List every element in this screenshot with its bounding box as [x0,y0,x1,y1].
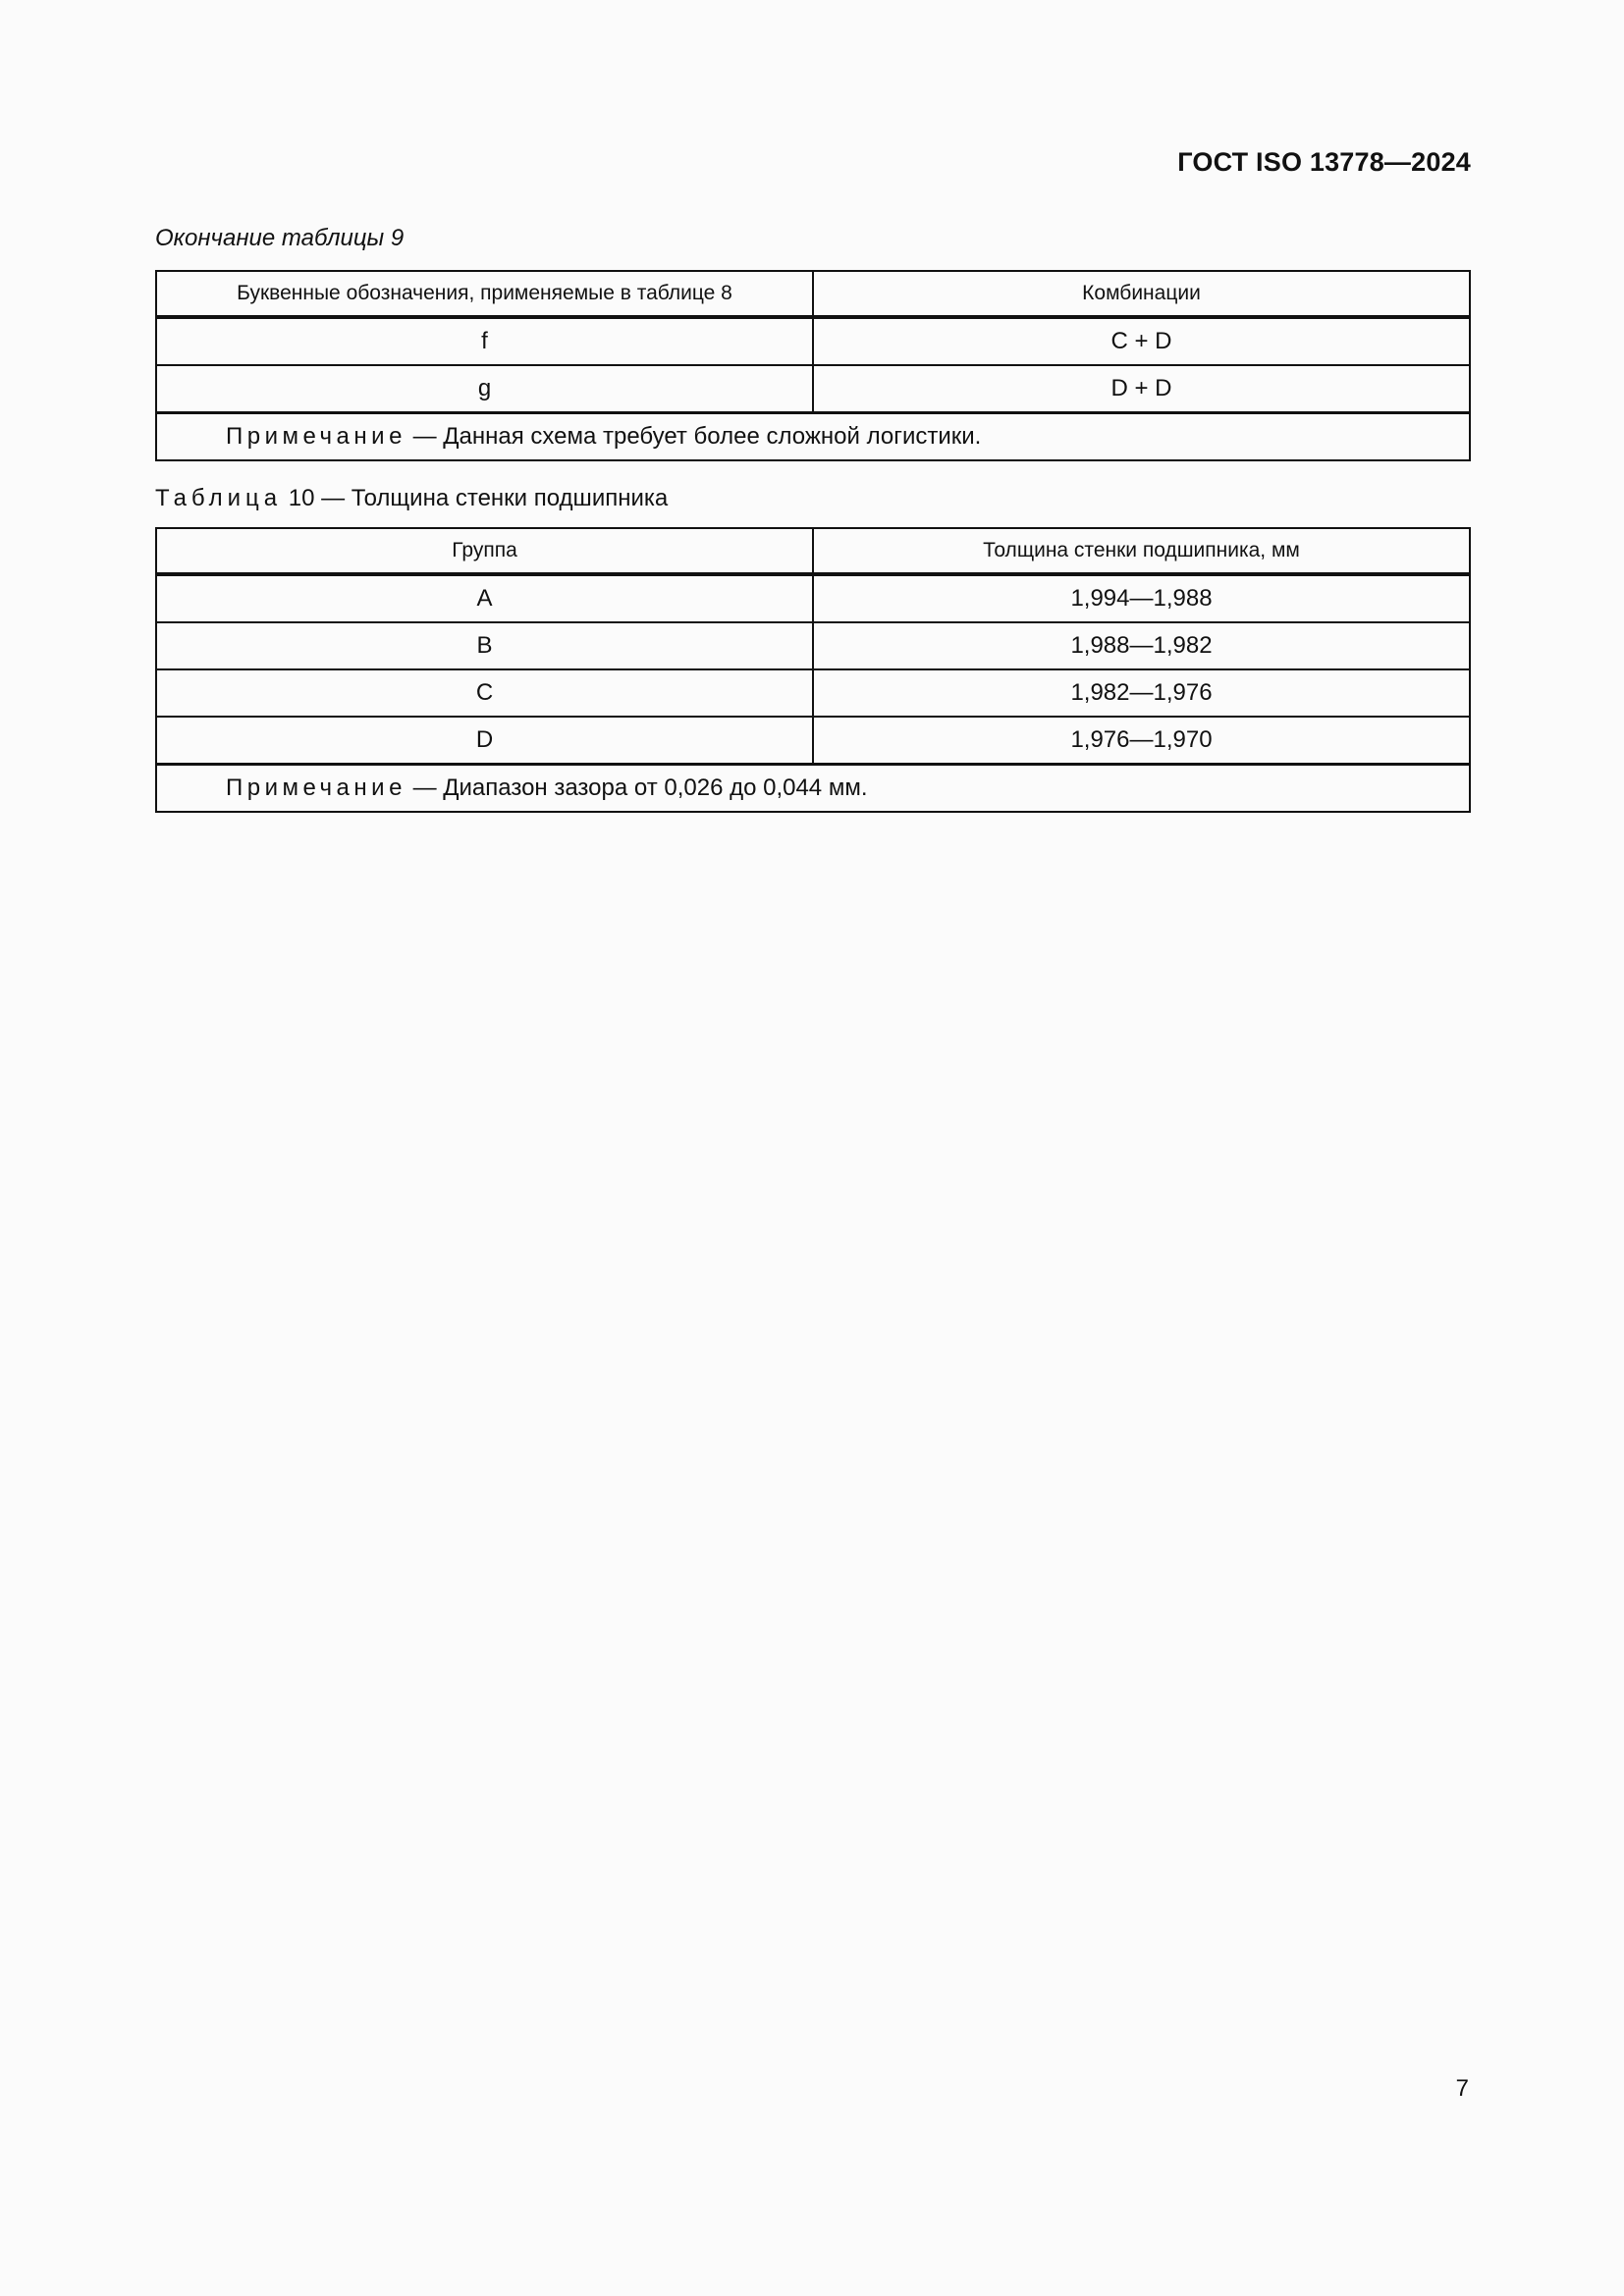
table10-note [156,765,1470,813]
table9-header-combinations: Комбинации [813,271,1470,317]
table9-continuation-caption: Окончание таблицы 9 [155,225,405,251]
table9-note [156,413,1470,461]
table9-note-row [156,413,1470,461]
table-row [156,317,1470,365]
table-row [156,717,1470,765]
table9-cell-letter: g [156,365,813,413]
table9-cell-combination: D + D [813,365,1470,413]
table9-header-row [156,271,1470,317]
document-standard-header: ГОСТ ISO 13778—2024 [1177,147,1471,177]
table9-note-label: Примечание [226,423,406,450]
table-row [156,365,1470,413]
table9-cell-combination: C + D [813,317,1470,365]
table-10 [155,527,1471,813]
table10-header-group: Группа [156,528,813,574]
table10-cell-group: C [156,669,813,717]
table10-caption [155,485,668,512]
table10-note-row [156,765,1470,813]
table10-cell-thickness: 1,988—1,982 [813,622,1470,669]
table9-header-letters: Буквенные обозначения, применяемые в таблице 8 [156,271,813,317]
table-row [156,669,1470,717]
table10-caption-label: Таблица [155,485,283,511]
table-row [156,622,1470,669]
table10-cell-group: A [156,574,813,622]
table10-cell-group: B [156,622,813,669]
table10-cell-group: D [156,717,813,765]
table10-cell-thickness: 1,982—1,976 [813,669,1470,717]
table10-cell-thickness: 1,976—1,970 [813,717,1470,765]
table10-header-row [156,528,1470,574]
table10-note-text: — Диапазон зазора от 0,026 до 0,044 мм. [406,774,868,801]
table10-note-label: Примечание [226,774,406,801]
table10-cell-thickness: 1,994—1,988 [813,574,1470,622]
table10-caption-text: 10 — Толщина стенки подшипника [282,485,669,511]
table-row [156,574,1470,622]
page-number: 7 [1455,2075,1469,2102]
table9-cell-letter: f [156,317,813,365]
table10-header-thickness: Толщина стенки подшипника, мм [813,528,1470,574]
table-9 [155,270,1471,461]
table9-note-text: — Данная схема требует более сложной логистики. [406,423,982,450]
